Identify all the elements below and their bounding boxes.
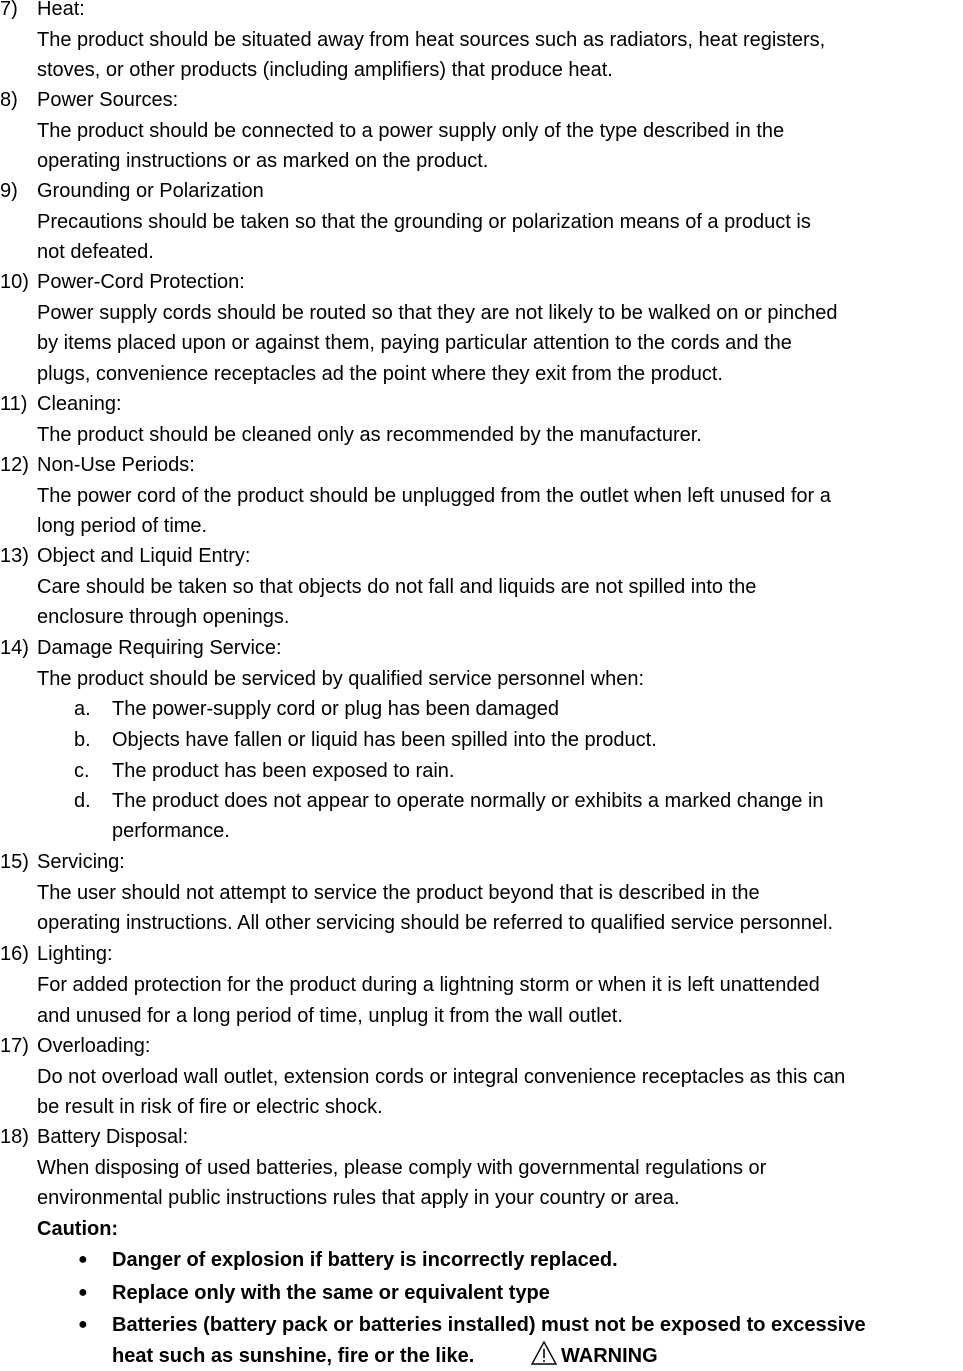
- caution-bullet-text: Batteries (battery pack or batteries installed) must not be exposed to excessive: [112, 1314, 866, 1336]
- bullet-dot-icon: ●: [78, 1284, 88, 1301]
- item-heading: Object and Liquid Entry:: [37, 545, 251, 567]
- subitem-text: Objects have fallen or liquid has been spilled into the product.: [112, 729, 657, 751]
- item-heading: Cleaning:: [37, 393, 122, 415]
- item-number: 18): [0, 1126, 29, 1148]
- item-text: stoves, or other products (including amplifiers) that produce heat.: [37, 59, 613, 81]
- item-text: The product should be cleaned only as recommended by the manufacturer.: [37, 424, 702, 446]
- item-heading: Lighting:: [37, 943, 113, 965]
- item-heading: Power Sources:: [37, 89, 179, 111]
- item-text: The power cord of the product should be unplugged from the outlet when left unused for a: [37, 485, 831, 507]
- item-text: When disposing of used batteries, please comply with governmental regulations or: [37, 1157, 767, 1179]
- item-number: 13): [0, 545, 29, 567]
- item-heading: Grounding or Polarization: [37, 180, 264, 202]
- bullet-dot-icon: ●: [78, 1251, 88, 1268]
- item-heading: Battery Disposal:: [37, 1126, 189, 1148]
- subitem-letter: d.: [74, 790, 91, 812]
- subitem-text: The product does not appear to operate normally or exhibits a marked change in: [112, 790, 824, 812]
- item-number: 11): [0, 393, 28, 415]
- item-number: 16): [0, 943, 29, 965]
- item-text: Power supply cords should be routed so that they are not likely to be walked on or pinched: [37, 302, 838, 324]
- warning-triangle-icon: [530, 1340, 558, 1366]
- item-text: Do not overload wall outlet, extension cords or integral convenience receptacles as this can: [37, 1066, 846, 1088]
- item-number: 7): [0, 0, 18, 20]
- item-text: operating instructions. All other servicing should be referred to qualified service personnel.: [37, 912, 833, 934]
- caution-bullet-text: heat such as sunshine, fire or the like.: [112, 1345, 475, 1367]
- item-text: plugs, convenience receptacles ad the point where they exit from the product.: [37, 363, 723, 385]
- caution-bullet-text: Replace only with the same or equivalent type: [112, 1282, 550, 1304]
- item-heading: Power-Cord Protection:: [37, 271, 245, 293]
- item-text: Care should be taken so that objects do not fall and liquids are not spilled into the: [37, 576, 757, 598]
- item-text: Precautions should be taken so that the grounding or polarization means of a product is: [37, 211, 811, 233]
- item-heading: Heat:: [37, 0, 85, 20]
- subitem-text: The power-supply cord or plug has been damaged: [112, 698, 559, 720]
- item-text: The product should be connected to a power supply only of the type described in the: [37, 120, 785, 142]
- item-heading: Damage Requiring Service:: [37, 637, 282, 659]
- item-text: enclosure through openings.: [37, 606, 290, 628]
- item-text: operating instructions or as marked on the product.: [37, 150, 489, 172]
- subitem-letter: c.: [74, 760, 90, 782]
- item-text: The user should not attempt to service the product beyond that is described in the: [37, 882, 760, 904]
- item-text: environmental public instructions rules that apply in your country or area.: [37, 1187, 680, 1209]
- item-text: be result in risk of fire or electric shock.: [37, 1096, 383, 1118]
- item-text: long period of time.: [37, 515, 208, 537]
- item-number: 8): [0, 89, 18, 111]
- subitem-letter: b.: [74, 729, 91, 751]
- item-text: by items placed upon or against them, paying particular attention to the cords and the: [37, 332, 792, 354]
- item-heading: Non-Use Periods:: [37, 454, 195, 476]
- item-text: The product should be situated away from heat sources such as radiators, heat registers,: [37, 29, 826, 51]
- item-text: For added protection for the product during a lightning storm or when it is left unattended: [37, 974, 820, 996]
- item-heading: Servicing:: [37, 851, 125, 873]
- subitem-text: The product has been exposed to rain.: [112, 760, 455, 782]
- item-number: 9): [0, 180, 18, 202]
- item-text: not defeated.: [37, 241, 154, 263]
- subitem-letter: a.: [74, 698, 91, 720]
- item-number: 12): [0, 454, 29, 476]
- item-number: 17): [0, 1035, 29, 1057]
- item-number: 14): [0, 637, 29, 659]
- caution-label: Caution:: [37, 1218, 119, 1240]
- item-text: The product should be serviced by qualified service personnel when:: [37, 668, 645, 690]
- item-text: and unused for a long period of time, unplug it from the wall outlet.: [37, 1005, 623, 1027]
- caution-bullet-text: Danger of explosion if battery is incorrectly replaced.: [112, 1249, 618, 1271]
- item-number: 10): [0, 271, 29, 293]
- subitem-text: performance.: [112, 820, 230, 842]
- item-number: 15): [0, 851, 29, 873]
- warning-label: WARNING: [561, 1345, 658, 1367]
- item-heading: Overloading:: [37, 1035, 151, 1057]
- bullet-dot-icon: ●: [78, 1316, 88, 1333]
